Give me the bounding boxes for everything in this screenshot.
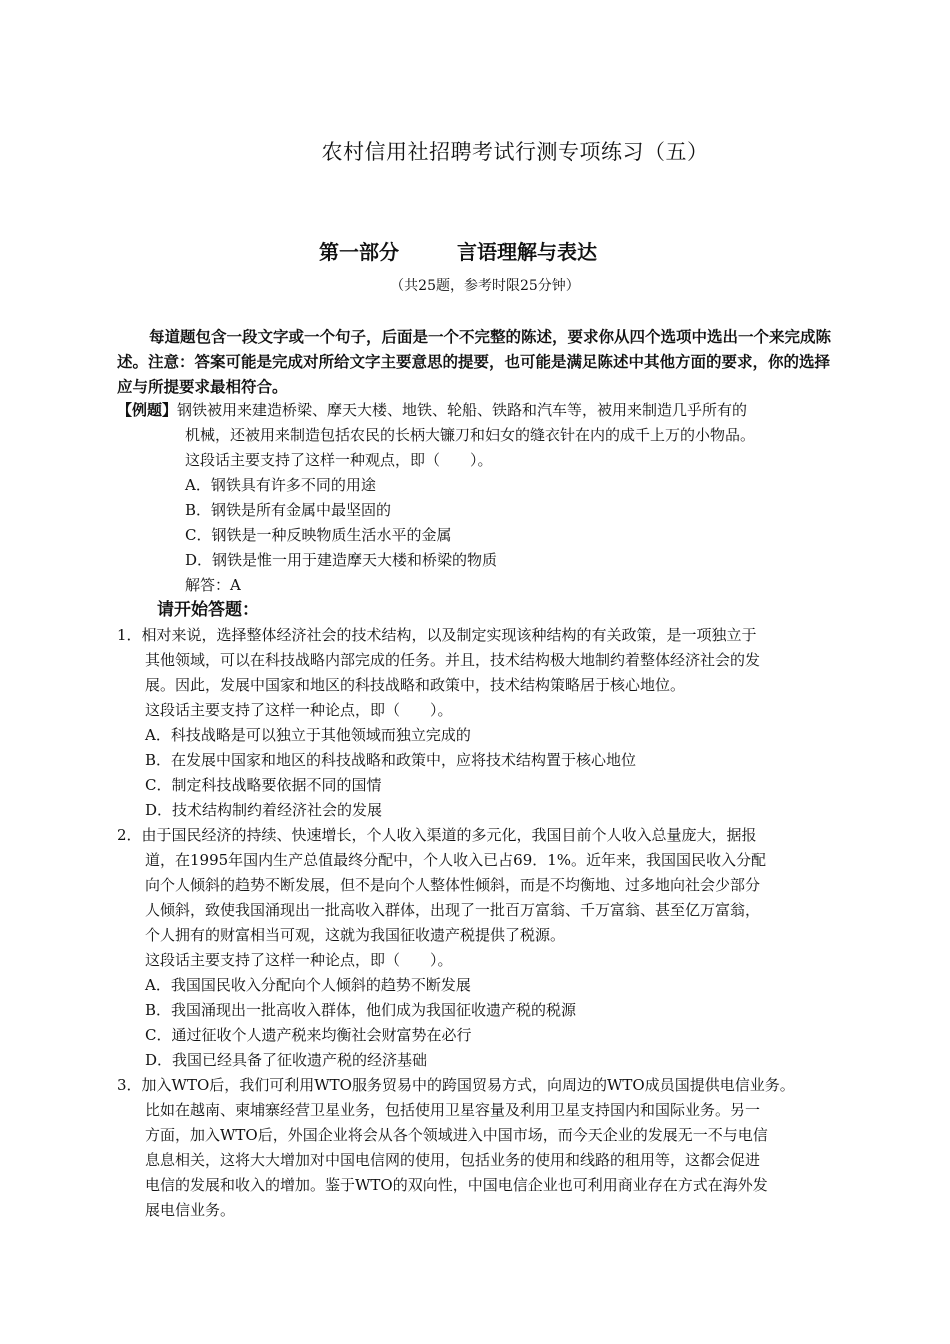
example-line-1: 【例题】钢铁被用来建造桥梁、摩天大楼、地铁、轮船、铁路和汽车等，被用来制造几乎所有的 [117, 401, 748, 419]
q1-line-2: 其他领域，可以在科技战略内部完成的任务。并且，技术结构极大地制约着整体经济社会的发 [145, 651, 761, 669]
q2-option-c: C．通过征收个人遗产税来均衡社会财富势在必行 [145, 1026, 472, 1044]
q2-question: 这段话主要支持了这样一种论点，即（ ）。 [145, 951, 453, 969]
question-3 [117, 1073, 847, 1223]
question-2 [117, 823, 847, 1073]
q1-option-d: D．技术结构制约着经济社会的发展 [145, 801, 383, 819]
section-subtitle: （共25题，参考时限25分钟） [390, 278, 580, 294]
q2-line-1: 2．由于国民经济的持续、快速增长，个人收入渠道的多元化，我国目前个人收入总量庞大，据报 [117, 826, 757, 844]
q1-option-b: B．在发展中国家和地区的科技战略和政策中，应将技术结构置于核心地位 [145, 751, 637, 769]
example-line-2: 机械，还被用来制造包括农民的长柄大镰刀和妇女的缝衣针在内的成千上万的小物品。 [185, 426, 756, 444]
section-part: 第一部分 [319, 240, 399, 264]
question-1 [117, 623, 847, 823]
q2-line-4: 人倾斜，致使我国涌现出一批高收入群体，出现了一批百万富翁、千万富翁、甚至亿万富翁， [145, 901, 761, 919]
instructions-text: 每道题包含一段文字或一个句子，后面是一个不完整的陈述，要求你从四个选项中选出一个来完成陈述。注意：答案可能是完成对所给文字主要意思的提要，也可能是满足陈述中其他方面的要求，你的选择应与所提要求最相符合。 [117, 328, 832, 396]
example-question: 这段话主要支持了这样一种观点，即（ ）。 [185, 451, 493, 469]
instructions [117, 325, 832, 400]
q1-option-a: A．科技战略是可以独立于其他领域而独立完成的 [145, 726, 471, 744]
q1-line-3: 展。因此，发展中国家和地区的科技战略和政策中，技术结构策略居于核心地位。 [145, 676, 686, 694]
example-option-a: A．钢铁具有许多不同的用途 [185, 476, 376, 494]
example-block [117, 398, 847, 623]
q1-option-c: C．制定科技战略要依据不同的国情 [145, 776, 382, 794]
q2-option-d: D．我国已经具备了征收遗产税的经济基础 [145, 1051, 428, 1069]
q2-option-a: A．我国国民收入分配向个人倾斜的趋势不断发展 [145, 976, 471, 994]
q1-question: 这段话主要支持了这样一种论点，即（ ）。 [145, 701, 453, 719]
example-label: 【例题】 [117, 401, 178, 419]
q3-line-6: 展电信业务。 [145, 1201, 236, 1219]
q2-line-5: 个人拥有的财富相当可观，这就为我国征收遗产税提供了税源。 [145, 926, 566, 944]
example-option-b: B．钢铁是所有金属中最坚固的 [185, 501, 392, 519]
q3-line-1: 3．加入WTO后，我们可利用WTO服务贸易中的跨国贸易方式，向周边的WTO成员国提供电信业务。 [117, 1076, 795, 1094]
q2-line-3: 向个人倾斜的趋势不断发展，但不是向个人整体性倾斜，而是不均衡地、过多地向社会少部分 [145, 876, 761, 894]
q2-line-2: 道，在1995年国内生产总值最终分配中，个人收入已占69．1%。近年来，我国国民收入分配 [145, 851, 767, 869]
q3-line-4: 息息相关，这将大大增加对中国电信网的使用，包括业务的使用和线路的租用等，这都会促进 [145, 1151, 761, 1169]
q1-line-1: 1．相对来说，选择整体经济社会的技术结构，以及制定实现该种结构的有关政策，是一项独立于 [117, 626, 757, 644]
q3-line-5: 电信的发展和收入的增加。鉴于WTO的双向性，中国电信企业也可利用商业存在方式在海外发 [145, 1176, 768, 1194]
q3-line-2: 比如在越南、柬埔寨经营卫星业务，包括使用卫星容量及利用卫星支持国内和国际业务。另一 [145, 1101, 761, 1119]
q3-line-3: 方面，加入WTO后，外国企业将会从各个领域进入中国市场，而今天企业的发展无一不与电信 [145, 1126, 768, 1144]
example-option-d: D．钢铁是惟一用于建造摩天大楼和桥梁的物质 [185, 551, 498, 569]
example-answer: 解答：A [185, 576, 241, 594]
page-title: 农村信用社招聘考试行测专项练习（五） [321, 140, 709, 164]
example-option-c: C．钢铁是一种反映物质生活水平的金属 [185, 526, 452, 544]
q2-option-b: B．我国涌现出一批高收入群体，他们成为我国征收遗产税的税源 [145, 1001, 577, 1019]
start-label: 请开始答题： [157, 600, 259, 620]
section-heading [319, 236, 597, 265]
section-name: 言语理解与表达 [457, 240, 597, 264]
